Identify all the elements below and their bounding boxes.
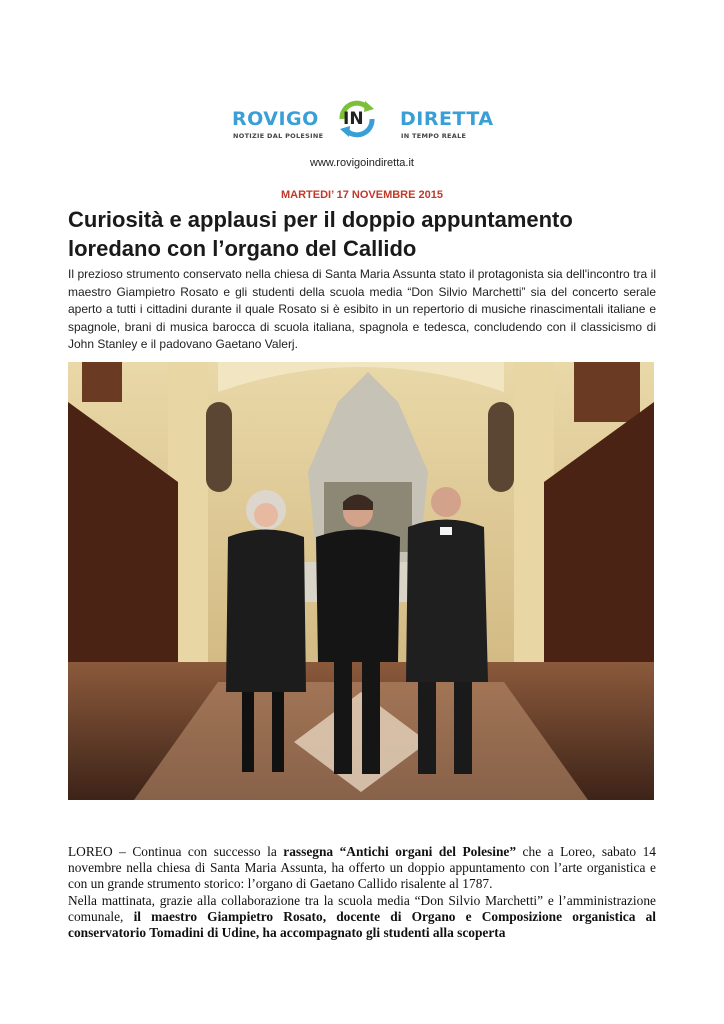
body-paragraph-1 (68, 844, 656, 893)
body-p2-text-a: Nella mattinata, grazie alla collaborazione tra la scuola media “Don Silvio Marchetti” e l’amministrazione comunale, (68, 892, 656, 924)
church-photo (68, 362, 654, 800)
body-p1-bold: rassegna “Antichi organi del Polesine” (283, 844, 517, 859)
logo-word-in: IN (343, 109, 364, 129)
logo-word-rovigo: ROVIGO (232, 108, 319, 130)
article-intro: Il prezioso strumento conservato nella chiesa di Santa Maria Assunta stato il protagonista sia dell'incontro tra il maestro Giampietro Rosato e gli studenti della scuola media “Don Silvio Marchetti” sia del concerto serale aperto a tutti i cittadini durante il quale Rosato si è esibito in un repertorio di musiche rinascimentali italiane e spagnole, brani di musica barocca di scuola italiana, spagnola e tedesca, concludendo con il classicismo di John Stanley e il padovano Gaetano Valerj. (68, 267, 656, 351)
logo-word-diretta: DIRETTA (400, 108, 494, 130)
logo-tagline-right: IN TEMPO REALE (401, 132, 467, 140)
logo-tagline-left: NOTIZIE DAL POLESINE (233, 132, 324, 140)
church-photo-illustration (68, 362, 654, 800)
article-headline: Curiosità e applausi per il doppio appuntamento loredano con l’organo del Callido (68, 207, 573, 261)
body-p2-bold: il maestro Giampietro Rosato, docente di Organo e Composizione organistica al conservatorio Tomadini di Udine, ha accompagnato gli studenti alla scoperta (68, 908, 657, 941)
site-url: www.rovigoindiretta.it (310, 157, 414, 169)
body-p1-text-a: LOREO – Continua con successo la (68, 844, 284, 859)
body-p1-text-c: che a Loreo, sabato 14 novembre nella chiesa di Santa Maria Assunta, ha offerto un doppio appuntamento con l’arte organistica e con un grande strumento storico: l’organo di Gaetano Callido risalente al 1787. (68, 844, 656, 892)
body-paragraph-2 (68, 893, 656, 942)
article-body (68, 844, 656, 941)
article-date: MARTEDI’ 17 NOVEMBRE 2015 (281, 189, 443, 201)
site-logo (226, 96, 496, 146)
